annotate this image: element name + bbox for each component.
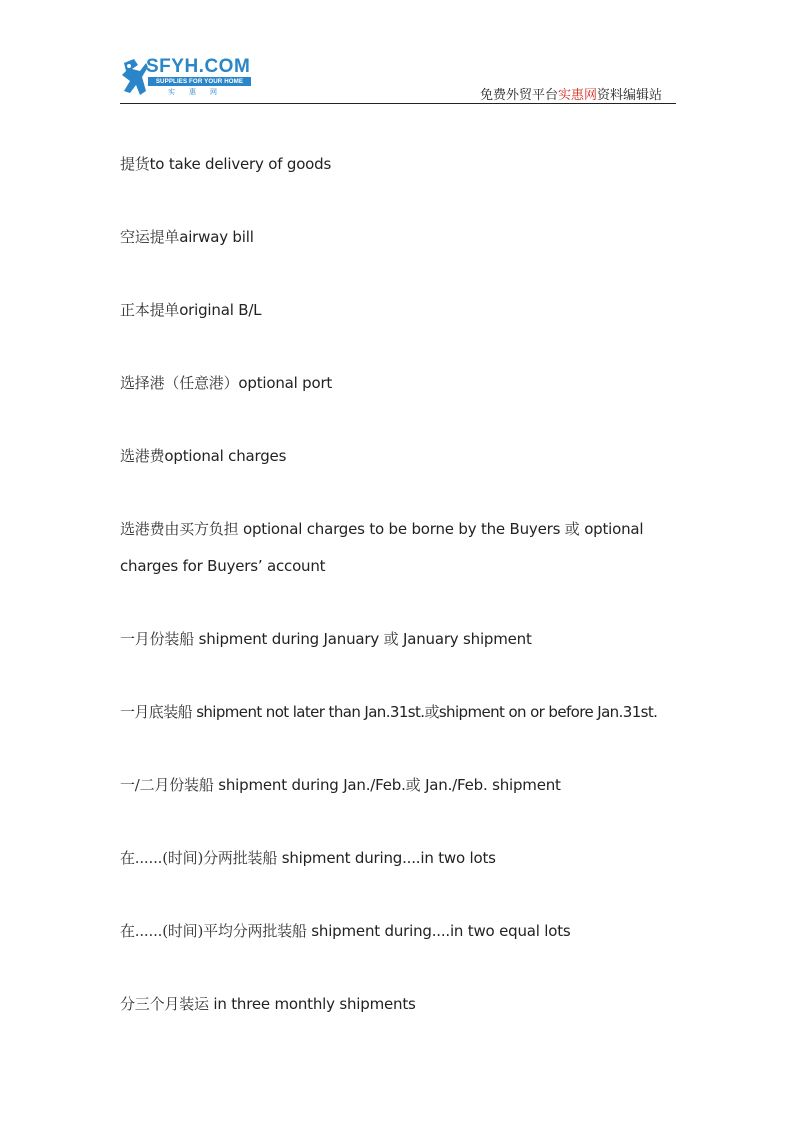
- entry-english: airway bill: [179, 228, 254, 246]
- logo-chinese-name: 实惠网: [168, 88, 231, 96]
- logo-name: SFYH.COM: [146, 56, 251, 77]
- entry-english: optional charges: [164, 447, 287, 465]
- entry-english: shipment during....in two equal lots: [311, 922, 571, 940]
- entry-chinese: 在......(时间)分两批装船: [120, 849, 278, 867]
- entry-chinese: 空运提单: [120, 228, 180, 246]
- entry-english: in three monthly shipments: [213, 995, 416, 1013]
- entry-chinese: 选择港（任意港）: [120, 374, 239, 392]
- site-logo[interactable]: [120, 57, 254, 99]
- entry-english-alt: shipment on or before Jan.31st.: [438, 703, 658, 721]
- entry-english: shipment during....in two lots: [281, 849, 496, 867]
- header-note-suffix: 资料编辑站: [596, 88, 662, 103]
- glossary-entry: [120, 292, 680, 329]
- entry-english: original B/L: [179, 301, 262, 319]
- header-note-highlight[interactable]: 实惠网: [557, 88, 597, 103]
- entry-english: shipment during Jan./Feb.: [218, 776, 406, 794]
- glossary-entry: [120, 511, 680, 585]
- glossary-entry: [120, 219, 680, 256]
- entry-or: 或: [383, 630, 399, 648]
- glossary-list: [120, 146, 680, 1059]
- entry-english: shipment not later than Jan.31st.: [196, 703, 425, 721]
- entry-or: 或: [424, 703, 439, 721]
- glossary-entry: [120, 621, 680, 658]
- glossary-entry: [120, 146, 680, 183]
- entry-english: shipment during January: [198, 630, 380, 648]
- glossary-entry: [120, 840, 680, 877]
- entry-chinese: 一/二月份装船: [120, 776, 214, 794]
- entry-english: optional charges to be borne by the Buyers: [242, 520, 561, 538]
- entry-chinese: 一月底装船: [120, 703, 193, 721]
- entry-chinese: 分三个月装运: [120, 995, 209, 1013]
- entry-chinese: 提货: [120, 155, 150, 173]
- logo-tagline: SUPPLIES FOR YOUR HOME: [148, 77, 251, 86]
- entry-chinese: 选港费: [120, 447, 165, 465]
- entry-chinese: 选港费由买方负担: [120, 520, 239, 538]
- entry-chinese: 在......(时间)平均分两批装船: [120, 922, 307, 940]
- entry-english-alt: January shipment: [403, 630, 532, 648]
- entry-english: to take delivery of goods: [149, 155, 332, 173]
- header-note: [480, 84, 662, 103]
- entry-english: optional port: [238, 374, 333, 392]
- glossary-entry: [120, 694, 680, 731]
- entry-english-alt: optional charges for Buyers’ account: [120, 520, 644, 575]
- glossary-entry: [120, 986, 680, 1023]
- header-divider: [120, 103, 676, 104]
- glossary-entry: [120, 365, 680, 402]
- entry-or: 或: [405, 776, 421, 794]
- glossary-entry: [120, 767, 680, 804]
- entry-or: 或: [564, 520, 580, 538]
- glossary-entry: [120, 438, 680, 475]
- glossary-entry: [120, 913, 680, 950]
- header-note-prefix: 免费外贸平台: [479, 88, 558, 103]
- entry-english-alt: Jan./Feb. shipment: [425, 776, 561, 794]
- entry-chinese: 一月份装船: [120, 630, 195, 648]
- entry-chinese: 正本提单: [120, 301, 180, 319]
